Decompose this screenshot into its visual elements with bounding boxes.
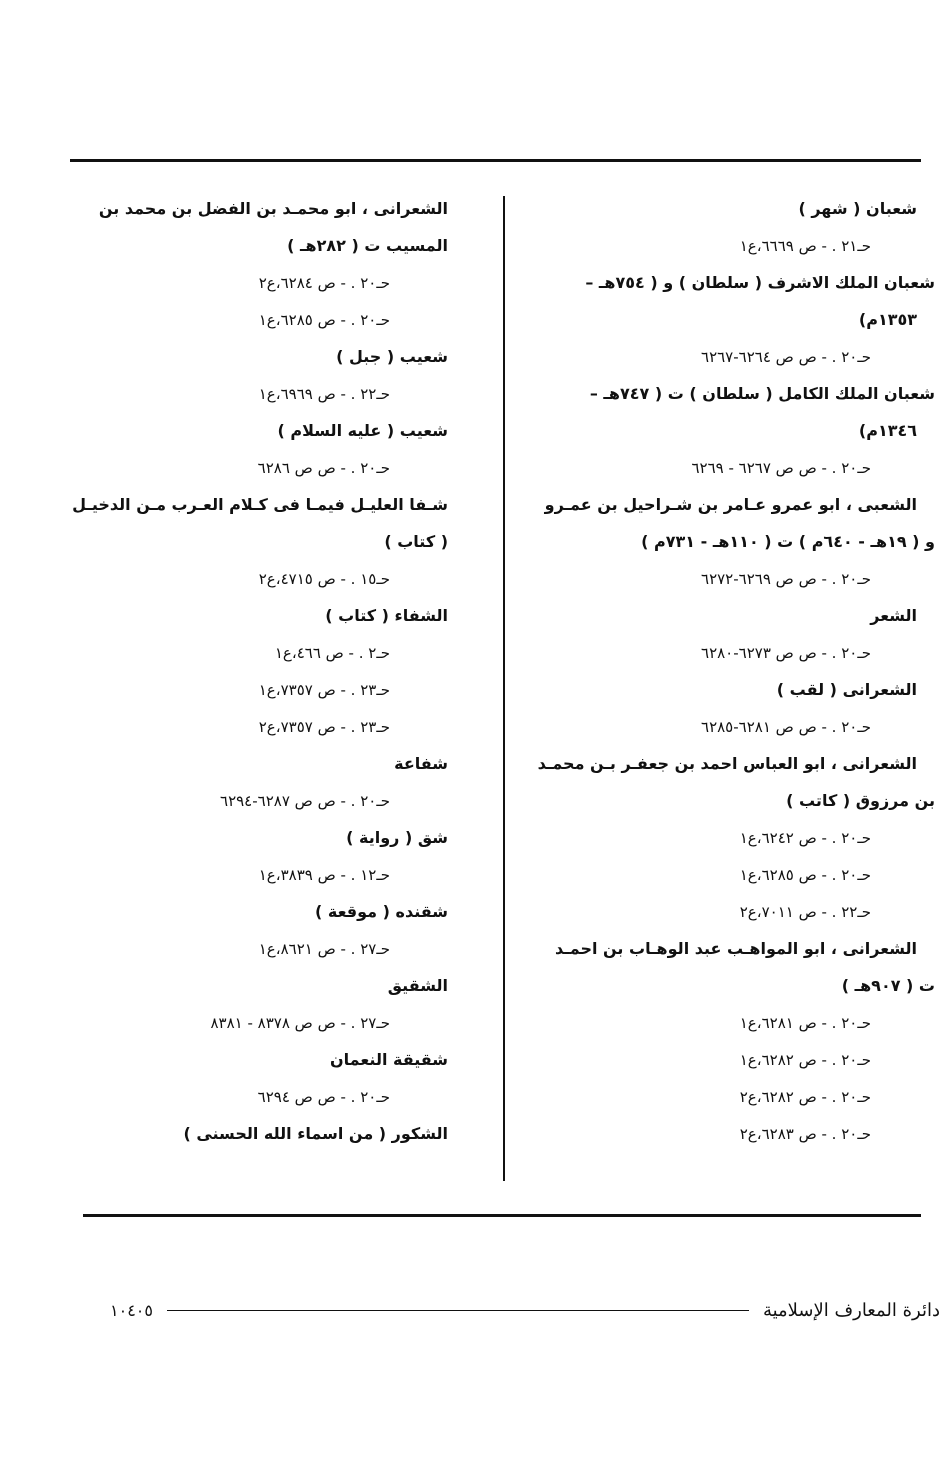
entry-heading: الشعرانى ( لقب ) (776, 679, 917, 699)
entry-heading: شعيب ( عليه السلام ) (277, 420, 448, 440)
entry-heading-continuation: ١٣٤٦م) (858, 420, 917, 440)
entry-reference: حـ٢٠ . - ص ٦٢٨٣،ع٢ (739, 1124, 871, 1143)
entry-reference: حـ٢٠ . - ص ص ٦٢٨١-٦٢٨٥ (701, 717, 871, 736)
entry-heading: شق ( رواية ) (346, 827, 448, 847)
entry-reference: حـ٢٣ . - ص ٧٣٥٧،ع٢ (258, 717, 390, 736)
entry-reference: حـ٢٠ . - ص ٦٢٨٤،ع٢ (258, 273, 390, 292)
entry-reference: حـ٢٧ . - ص ٨٦٢١،ع١ (258, 939, 390, 958)
entry-heading: الشعرانى ، ابو محمـد بن الفضل بن محمد بن (98, 198, 448, 218)
entry-heading: شعبان الملك الاشرف ( سلطان ) و ( ٧٥٤هـ – (585, 272, 935, 292)
page-footer (110, 1295, 940, 1325)
entry-reference: حـ٢٠ . - ص ص ٦٢٦٧ - ٦٢٦٩ (691, 458, 871, 477)
entry-heading: الشعبى ، ابو عمرو عـامر بن شـراحيل بن عمـرو (544, 494, 917, 514)
entry-heading: الشكور ( من اسماء الله الحسنى ) (183, 1123, 448, 1143)
entry-reference: حـ٢٧ . - ص ص ٨٣٧٨ - ٨٣٨١ (210, 1013, 390, 1032)
entry-reference: حـ٢٢ . - ص ٦٩٦٩،ع١ (258, 384, 390, 403)
column-divider (503, 196, 505, 1181)
entry-heading-continuation: ( كتاب ) (384, 531, 448, 551)
entry-reference: حـ٢٠ . - ص ٦٢٨٢،ع٢ (739, 1087, 871, 1106)
entry-heading: شفاعة (394, 753, 448, 773)
entry-reference: حـ٢ . - ص ٤٦٦،ع١ (274, 643, 390, 662)
left-column (72, 190, 452, 1152)
entry-heading-continuation: المسيب ت ( ٢٨٢هـ ) (287, 235, 448, 255)
entry-heading: الشفاء ( كتاب ) (325, 605, 448, 625)
entry-heading: الشعرانى ، ابو العباس احمد بن جعفـر بـن محمـد (537, 753, 917, 773)
entry-reference: حـ١٥ . - ص ٤٧١٥،ع٢ (258, 569, 390, 588)
footer-title: دائرة المعارف الإسلامية (762, 1299, 940, 1321)
entry-heading-continuation: ١٣٥٣م) (858, 309, 917, 329)
entry-reference: حـ٢١ . - ص ٦٦٦٩،ع١ (739, 236, 871, 255)
entry-heading-continuation: و ( ١٩هـ - ٦٤٠م ) ت ( ١١٠هـ - ٧٣١م ) (641, 531, 935, 551)
entry-reference: حـ٢٠ . - ص ٦٢٨٥،ع١ (739, 865, 871, 884)
entry-heading-continuation: بن مرزوق ( كاتب ) (786, 790, 935, 810)
entry-reference: حـ٢٠ . - ص ٦٢٤٢،ع١ (739, 828, 871, 847)
top-rule (70, 159, 921, 162)
entry-heading: الشعر (870, 605, 917, 625)
entry-heading: شقيقة النعمان (329, 1049, 448, 1069)
entry-reference: حـ١٢ . - ص ٣٨٣٩،ع١ (258, 865, 390, 884)
entry-reference: حـ٢٠ . - ص ٦٢٨٢،ع١ (739, 1050, 871, 1069)
entry-heading: شعبان ( شهر ) (798, 198, 917, 218)
bottom-rule (83, 1214, 921, 1217)
entry-reference: حـ٢٠ . - ص ٦٢٨١،ع١ (739, 1013, 871, 1032)
entry-heading: شقنده ( موقعة ) (315, 901, 448, 921)
entry-heading: الشقيق (387, 975, 448, 995)
entry-reference: حـ٢٣ . - ص ٧٣٥٧،ع١ (258, 680, 390, 699)
entry-reference: حـ٢٠ . - ص ص ٦٢٦٤-٦٢٦٧ (701, 347, 871, 366)
entry-reference: حـ٢٠ . - ص ٦٢٨٥،ع١ (258, 310, 390, 329)
page-number: ١٠٤٠٥ (110, 1300, 153, 1320)
entry-reference: حـ٢٢ . - ص ٧٠١١،ع٢ (739, 902, 871, 921)
entry-heading: شـفا العليـل فيمـا فى كـلام العـرب مـن الدخيـل (72, 494, 448, 514)
entry-reference: حـ٢٠ . - ص ص ٦٢٨٦ (257, 458, 390, 477)
right-column (537, 190, 935, 1152)
entry-heading: الشعرانى ، ابو المواهـب عبد الوهـاب بن احمـد (555, 938, 917, 958)
entry-reference: حـ٢٠ . - ص ص ٦٢٩٤ (257, 1087, 390, 1106)
entry-reference: حـ٢٠ . - ص ص ٦٢٧٣-٦٢٨٠ (701, 643, 871, 662)
entry-heading: شعبان الملك الكامل ( سلطان ) ت ( ٧٤٧هـ – (589, 383, 935, 403)
entry-reference: حـ٢٠ . - ص ص ٦٢٨٧-٦٢٩٤ (220, 791, 390, 810)
footer-rule (167, 1310, 749, 1311)
entry-heading-continuation: ت ( ٩٠٧هـ ) (841, 975, 935, 995)
entry-heading: شعيب ( جبل ) (336, 346, 448, 366)
entry-reference: حـ٢٠ . - ص ص ٦٢٦٩-٦٢٧٢ (701, 569, 871, 588)
